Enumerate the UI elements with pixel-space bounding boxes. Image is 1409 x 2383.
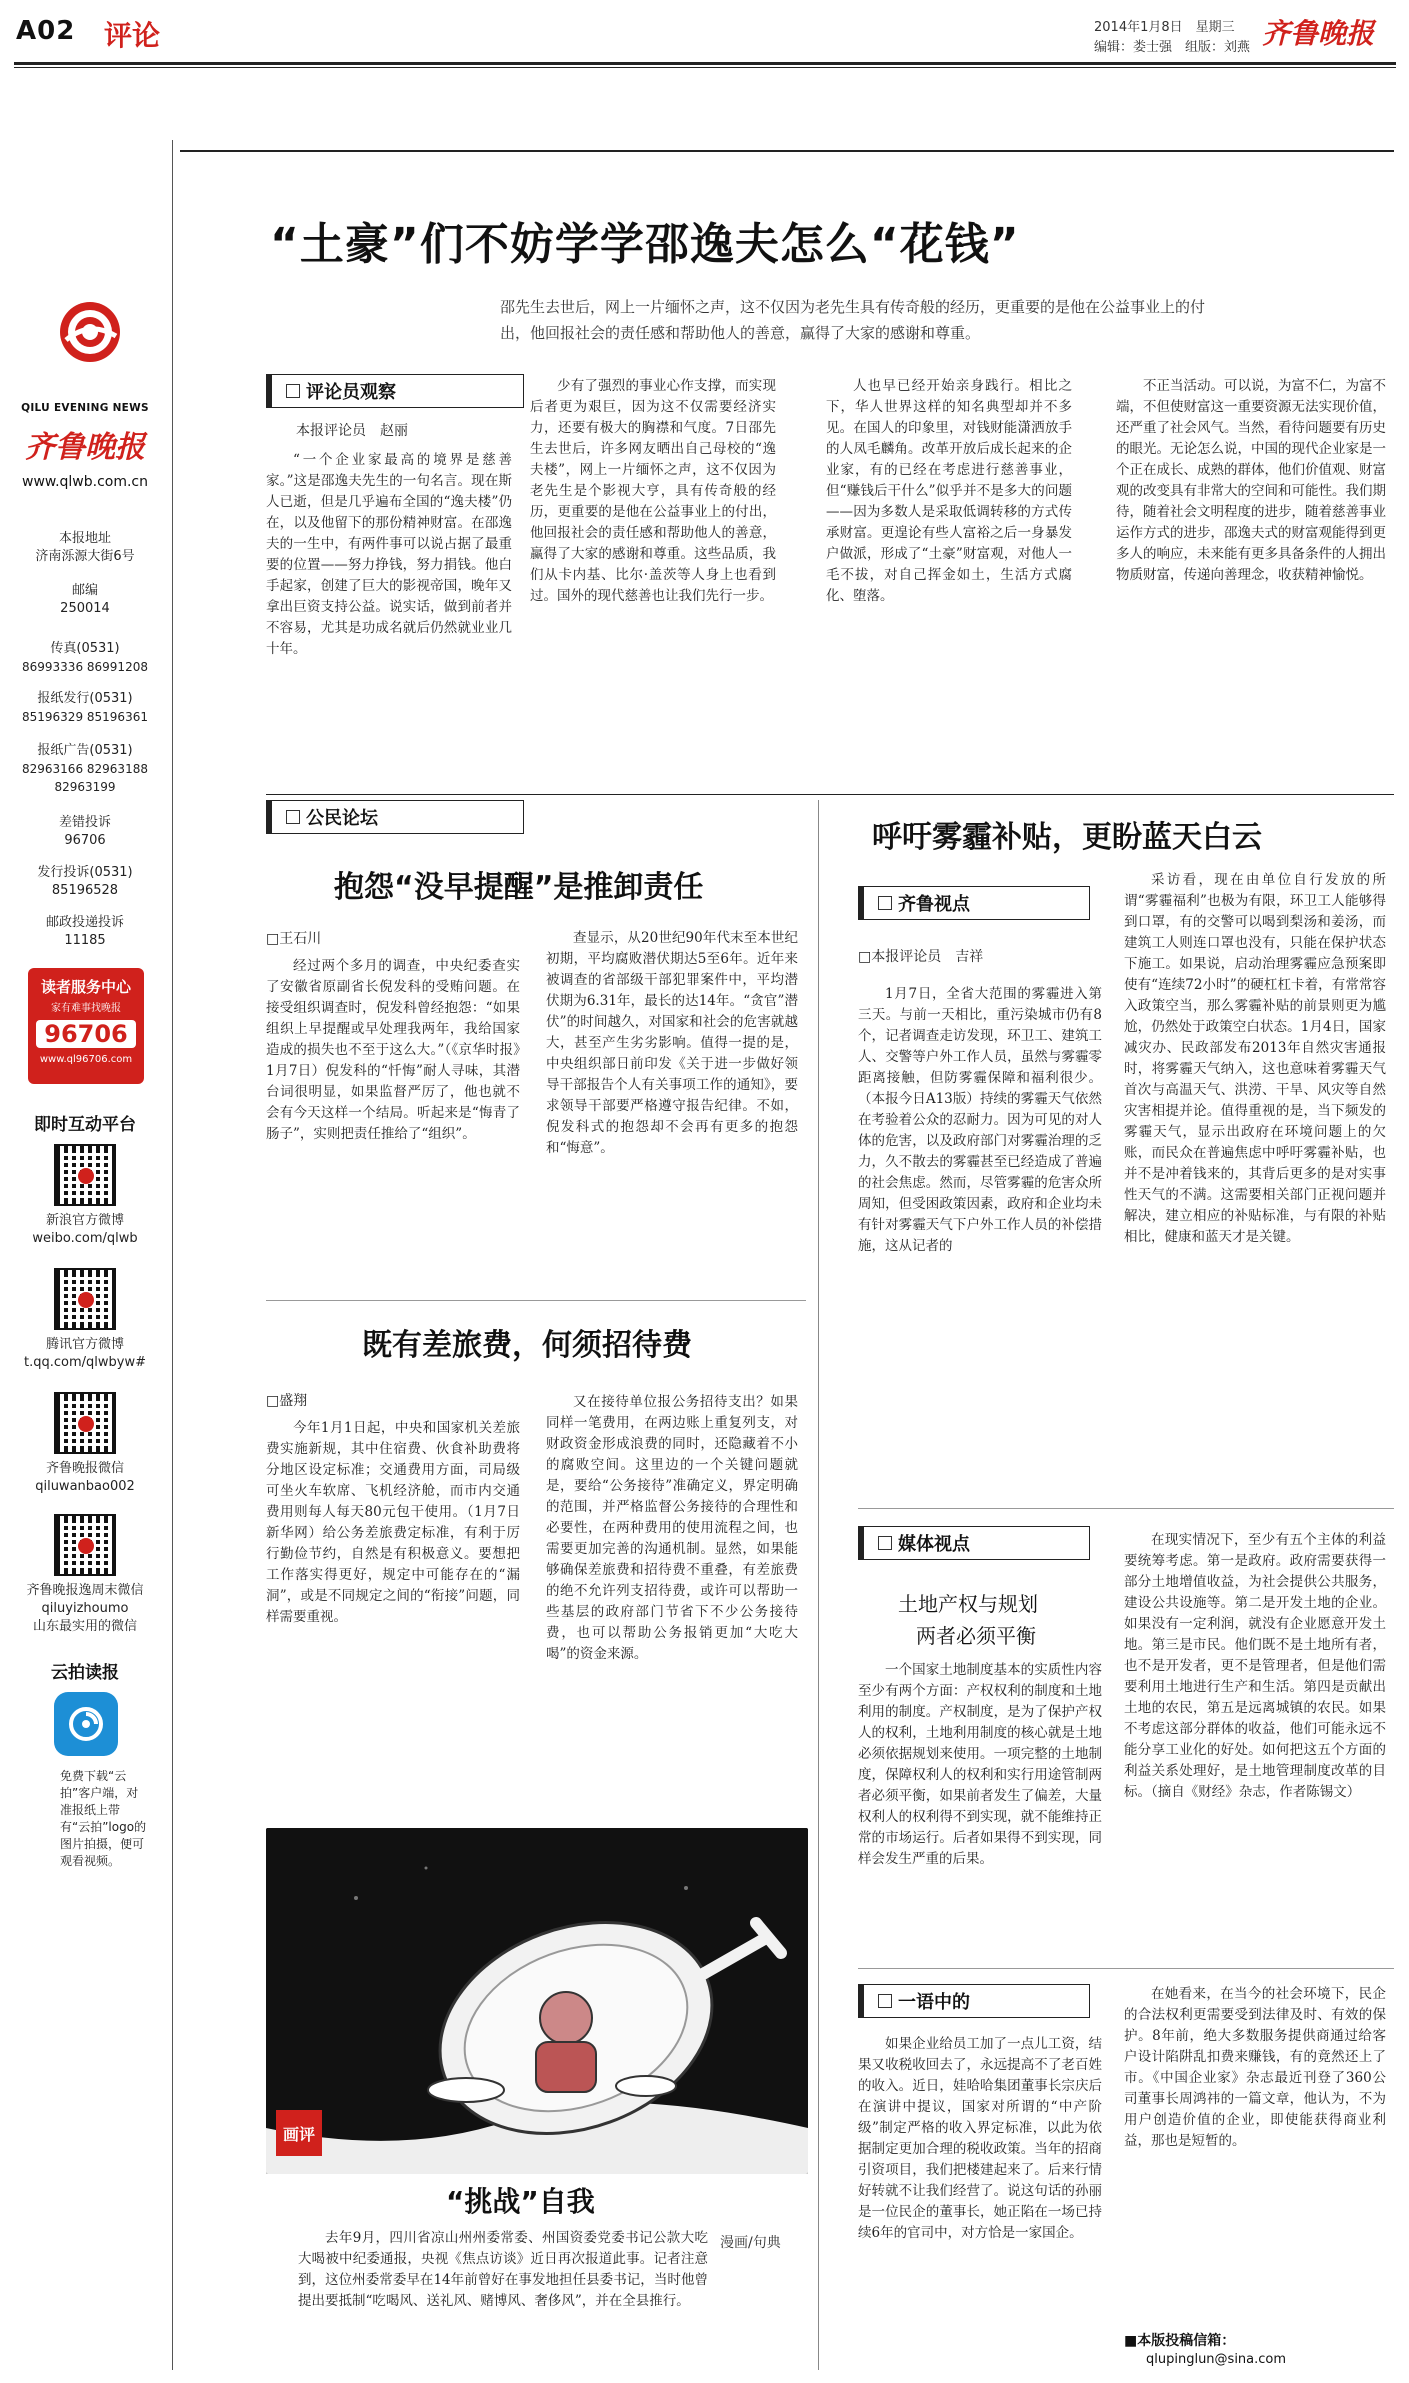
paper-name-cn: 齐鲁晚报 — [25, 430, 145, 465]
qr-weekend-slogan: 山东最实用的微信 — [32, 1619, 137, 1634]
header-rule-thin — [14, 67, 1396, 68]
tag-square-icon — [878, 896, 892, 910]
sidebar-divider — [172, 140, 173, 2370]
qr-wechat[interactable] — [54, 1392, 116, 1454]
service-center-title: 读者服务中心 — [40, 978, 131, 996]
interactive-title: 即时互动平台 — [34, 1115, 136, 1135]
forum-a2-title: 既有差旅费，何须招待费 — [362, 1328, 692, 1363]
lead-top-rule — [180, 150, 1394, 152]
ads-value: 82963166 82963188 82963199 — [22, 762, 148, 794]
paper-name-en: QILU EVENING NEWS — [21, 402, 149, 414]
forum-a1-title: 抱怨“没早提醒”是推卸责任 — [334, 870, 704, 905]
distribution-label: 报纸发行(0531) — [37, 691, 133, 706]
haze-title: 呼吁雾霾补贴，更盼蓝天白云 — [872, 820, 1262, 855]
qr-weekend-id: qiluyizhoumo — [41, 1601, 129, 1616]
cloud-title: 云拍读报 — [51, 1663, 119, 1683]
qr-tencent-url: t.qq.com/qlwbyw# — [24, 1355, 146, 1370]
service-center-sub: 家有难事找晚报 — [51, 1003, 121, 1014]
tag-square-icon — [286, 810, 300, 824]
cartoon-title: “挑战”自我 — [446, 2185, 595, 2218]
section-name: 评论 — [104, 19, 161, 52]
post-label: 邮政投递投诉 — [45, 915, 124, 930]
column-divider-middle — [818, 800, 819, 2370]
tag-square-icon — [878, 1994, 892, 2008]
lead-bottom-rule — [266, 794, 1394, 795]
qr-tencent[interactable] — [54, 1268, 116, 1330]
fax-value: 86993336 86991208 — [22, 660, 148, 674]
qr-weekend-label: 齐鲁晚报逸周末微信 — [26, 1583, 144, 1598]
postcode-value: 250014 — [60, 601, 110, 616]
forum-a1-byline: □王石川 — [266, 931, 322, 947]
forum-divider — [266, 1300, 806, 1301]
lead-tag — [266, 374, 524, 408]
media-col-1: 一个国家土地制度基本的实质性内容至少有两个方面：产权权利的制度和土地利用的制度。产权制度，是为了保护产权人的权利，土地利用制度的核心就是土地必须依据规划来使用。一项完整的土地制度，保障权利人的权利和实行用途管制两者必须平衡，如果前者发生了偏差，大量权利人的权利得不到实现，就不能维持正常的市场运行。后者如果得不到实现，同样会发生严重的后果。 — [858, 1662, 1102, 1867]
complaint-label: 差错投诉 — [58, 815, 111, 830]
contact-label: ■本版投稿信箱： — [1124, 2333, 1236, 2349]
cartoon-panel — [266, 1828, 808, 2174]
haze-tag — [858, 886, 1090, 920]
oneliner-tag — [858, 1984, 1090, 2018]
forum-tag-label: 公民论坛 — [306, 808, 378, 829]
media-title-1: 土地产权与规划 — [898, 1592, 1038, 1616]
lead-byline: 本报评论员 赵丽 — [296, 423, 408, 439]
editors-line: 编辑：娄士强 组版：刘燕 — [1094, 40, 1251, 55]
haze-tag-label: 齐鲁视点 — [898, 894, 970, 915]
media-bottom-rule — [858, 1968, 1394, 1969]
issue-label: 发行投诉(0531) — [37, 865, 133, 880]
ads-label: 报纸广告(0531) — [37, 743, 133, 758]
tag-square-icon — [878, 1536, 892, 1550]
qr-tencent-label: 腾讯官方微博 — [45, 1337, 124, 1352]
cloud-camera-icon — [66, 1704, 106, 1744]
cloud-text: 免费下载“云拍”客户端，对准报纸上带有“云拍”logo的图片拍摄，便可观看视频。 — [60, 1769, 147, 1868]
media-tag-label: 媒体视点 — [898, 1534, 970, 1555]
lead-col-3: 人也早已经开始亲身践行。相比之下，华人世界这样的知名典型却并不多见。在国人的印象里，对钱财能潇洒放手的人凤毛麟角。改革开放后成长起来的企业家，有的已经在考虑进行慈善事业，但“赚钱后干什么”似乎并不是多大的问题——因为多数人是采取低调转移的方式传承财富。更遑论有些人富裕之后一身暴发户做派，形成了“土豪”财富观，对他人一毛不拔，对自己挥金如土，生活方式腐化、堕落。 — [826, 378, 1072, 604]
oneliner-col-2: 在她看来，在当今的社会环境下，民企的合法权利更需要受到法律及时、有效的保护。8年前，绝大多数服务提供商通过给客户设计陷阱乱扣费来赚钱，有的竟然还上了市。《中国企业家》杂志最近刊登了360公司董事长周鸿祎的一篇文章，他认为，不为用户创造价值的企业，即使能获得商业利益，那也是短暂的。 — [1124, 1986, 1386, 2149]
contact-email[interactable]: qlupinglun@sina.com — [1146, 2352, 1287, 2367]
lead-col-4: 不正当活动。可以说，为富不仁，为富不端，不但使财富这一重要资源无法实现价值，还严重了社会风气。当然，看待问题要有历史的眼光。无论怎么说，中国的现代企业家是一个正在成长、成熟的群体，他们价值观、财富观的改变具有非常大的空间和可能性。我们期待，随着社会文明程度的进步，随着慈善事业运作方式的进步，邵逸夫式的财富观能得到更多人的响应，未来能有更多具备条件的人拥出物质财富，传递向善理念，收获精神愉悦。 — [1116, 378, 1386, 583]
distribution-value: 85196329 85196361 — [22, 710, 148, 724]
lead-col-2: 少有了强烈的事业心作支撑，而实现后者更为艰巨，因为这不仅需要经济实力，还要有极大的胸襟和气度。7日邵先生去世后，许多网友晒出自己母校的“逸夫楼”，网上一片缅怀之声，这不仅因为老先生是个影视大亨，具有传奇般的经历，更重要的是他在公益事业上的付出，他回报社会的责任感和帮助他人的善意，赢得了大家的感谢和尊重。这些品质，我们从卡内基、比尔·盖茨等人身上也看到过。国外的现代慈善也让我们先行一步。 — [530, 378, 776, 604]
paper-logo — [58, 300, 122, 364]
media-col-2: 在现实情况下，至少有五个主体的利益要统筹考虑。第一是政府。政府需要获得一部分土地增值收益，为社会提供公共服务，建设公共设施等。第二是开发土地的企业。如果没有一定利润，就没有企业愿意开发土地。第三是市民。他们既不是土地所有者，也不是开发者，更不是管理者，但是他们需要利用土地进行生产和生活。第四是贡献出土地的农民，第五是远离城镇的农民。如果不考虑这部分群体的收益，他们可能永远不能分享工业化的好处。如何把这五个方面的利益关系处理好，是土地管理制度改革的目标。（摘自《财经》杂志，作者陈锡文） — [1124, 1532, 1386, 1800]
haze-col-2: 采访看，现在由单位自行发放的所谓“雾霾福利”也极为有限，环卫工人能够得到口罩，有的交警可以喝到梨汤和姜汤，而建筑工人则连口罩也没有，只能在保护状态下施工。如果说，启动治理雾霾应急预案即使有“连续72小时”的硬杠杠卡着，有常常容入政策空当，那么雾霾补贴的前景则更为尴尬，仍然处于政策空白状态。1月4日，国家减灾办、民政部发布2013年自然灾害通报时，将雾霾天气纳入，这也意味着雾霾天气首次与高温天气、洪涝、干旱、风灾等自然灾害相提并论。值得重视的是，当下频发的雾霾天气，显示出政府在环境问题上的欠账，而民众在普遍焦虑中呼吁雾霾补贴，也并不是冲着钱来的，其背后更多的是对实事性天气的不满。这需要相关部门正视问题并解决，建立相应的补贴标准，与有限的补贴相比，健康和蓝天才是关键。 — [1124, 872, 1386, 1245]
website-link[interactable]: www.qlwb.com.cn — [22, 474, 148, 490]
oneliner-tag-label: 一语中的 — [898, 1992, 970, 2013]
media-title-2: 两者必须平衡 — [916, 1624, 1036, 1648]
forum-a2-byline: □盛翔 — [266, 1393, 308, 1409]
forum-a2-col-2: 又在接待单位报公务招待支出？如果同样一笔费用，在两边账上重复列支，对财政资金形成浪费的同时，还隐藏着不小的腐败空间。这里边的一个关键问题就是，要给“公务接待”准确定义，界定明确的范围，并严格监督公务接待的合理性和必要性，在两种费用的使用流程之间，也需要更加完善的沟通机制。显然，如果能够确保差旅费和招待费不重叠，有差旅费的绝不允许列支招待费，或许可以帮助一些基层的政府部门节省下不少公务接待费，也可以帮助公务报销更加“大吃大喝”的资金来源。 — [546, 1394, 798, 1662]
complaint-value: 96706 — [64, 833, 106, 848]
service-center-site: www.ql96706.com — [39, 1054, 133, 1065]
forum-a2-col-1: 今年1月1日起，中央和国家机关差旅费实施新规，其中住宿费、伙食补助费将分地区设定标准；交通费用方面，司局级可坐火车软席、飞机经济舱，而市内交通费用则每人每天80元包干使用。（1月7日新华网）给公务差旅费定标准，有利于厉行勤俭节约，自然是有积极意义。要想把工作落实得更好，规定中可能存在的“漏洞”，或是不同规定之间的“衔接”问题，同样需要重视。 — [266, 1420, 520, 1625]
logo-swirl-icon — [58, 300, 122, 364]
cartoon-credit: 漫画/句典 — [720, 2235, 781, 2251]
lead-tag-label: 评论员观察 — [306, 382, 396, 403]
fax-label: 传真(0531) — [50, 641, 120, 656]
service-center-number: 96706 — [36, 1020, 136, 1048]
media-tag — [858, 1526, 1090, 1560]
date-line: 2014年1月8日 星期三 — [1094, 20, 1235, 35]
qr-wechat-label: 齐鲁晚报微信 — [45, 1461, 124, 1476]
wine-glass-illustration — [266, 1828, 808, 2174]
header-rule — [14, 62, 1396, 65]
qr-weekend[interactable] — [54, 1514, 116, 1576]
forum-a1-col-1: 经过两个多月的调查，中央纪委查实了安徽省原副省长倪发科的受贿问题。在接受组织调查时，倪发科曾经抱怨：“如果组织上早提醒或早处理我两年，我给国家造成的损失也不至于这么大。”（《京华时报》1月7日）倪发科的“忏悔”耐人寻味，其潜台词很明显，如果监督严厉了，他也就不会有今天这样一个结局。听起来是“悔青了肠子”，实则把责任推给了“组织”。 — [266, 958, 520, 1142]
lead-col-1: “一个企业家最高的境界是慈善家。”这是邵逸夫先生的一句名言。现在斯人已逝，但是几乎遍布全国的“逸夫楼”仍在，以及他留下的那份精神财富。在邵逸夫的一生中，有两件事可以说占据了最重要的位置——努力挣钱，努力捐钱。他白手起家，创建了巨大的影视帝国，晚年又拿出巨资支持公益。说实话，做到前者并不容易，尤其是功成名就后仍然就业业几十年。 — [266, 452, 512, 657]
post-value: 11185 — [64, 933, 106, 948]
lead-title: “土豪”们不妨学学邵逸夫怎么“花钱” — [270, 219, 1020, 270]
cartoon-text: 去年9月，四川省凉山州州委常委、州国资委党委书记公款大吃大喝被中纪委通报，央视《焦点访谈》近日再次报道此事。记者注意到，这位州委常委早在14年前曾好在事发地担任县委书记，当时他曾提出要抵制“吃喝风、送礼风、赌博风、奢侈风”，并在全县推行。 — [298, 2230, 708, 2309]
qr-weibo-label: 新浪官方微博 — [45, 1213, 124, 1228]
lead-summary: 邵先生去世后，网上一片缅怀之声，这不仅因为老先生具有传奇般的经历，更重要的是他在公益事业上的付出，他回报社会的责任感和帮助他人的善意，赢得了大家的感谢和尊重。 — [500, 298, 1206, 342]
tag-square-icon — [286, 384, 300, 398]
address-label: 本报地址 — [58, 531, 111, 546]
haze-bottom-rule — [858, 1508, 1394, 1509]
forum-a1-col-2: 查显示，从20世纪90年代末至本世纪初期，平均腐败潜伏期达5至6年。近年来被调查的省部级干部犯罪案件中，平均潜伏期为6.31年，最长的达14年。“贪官”潜伏”的时间越久，对国家和社会的危害就越大，甚至产生劣劣影响。值得一提的是，中央组织部日前印发《关于进一步做好领导干部报告个人有关事项工作的通知》，要求领导干部要严格遵守报告纪律。不如，倪发科式的抱怨却不会再有更多的抱怨和“悔意”。 — [546, 930, 798, 1156]
postcode-label: 邮编 — [71, 583, 98, 598]
qr-weibo[interactable] — [54, 1144, 116, 1206]
sidebar — [14, 150, 156, 2370]
haze-col-1: 1月7日，全省大范围的雾霾进入第三天。与前一天相比，重污染城市仍有8个，记者调查走访发现，环卫工、建筑工人、交警等户外工作人员，虽然与雾霾零距离接触，但防雾霾保障和福利很少。（本报今日A13版）持续的雾霾天气依然在考验着公众的忍耐力。因为可见的对人体的危害，以及政府部门对雾霾治理的乏力，久不散去的雾霾甚至已经造成了普遍的社会焦虑。然而，尽管雾霾的危害众所周知，但受困政策因素，政府和企业均未有针对雾霾天气下户外工作人员的补偿措施，这从记者的 — [858, 986, 1102, 1254]
qr-weibo-url: weibo.com/qlwb — [32, 1231, 138, 1246]
forum-tag — [266, 800, 524, 834]
qr-wechat-id: qiluwanbao002 — [35, 1479, 135, 1494]
issue-value: 85196528 — [51, 883, 119, 898]
address-value: 济南泺源大街6号 — [35, 549, 135, 564]
header-brand: 齐鲁晚报 — [1262, 17, 1375, 50]
oneliner-col-1: 如果企业给员工加了一点儿工资，结果又收税收回去了，永远提高不了老百姓的收入。近日，娃哈哈集团董事长宗庆后在演讲中提议，国家对所谓的“中产阶级”制定严格的收入界定标准，以此为依据制定更加合理的税收政策。当年的招商引资项目，我们把楼建起来了。后来行情好转就不让我们经营了。说这句话的孙丽是一位民企的董事长，她正陷在一场已持续6年的官司中，对方恰是一家国企。 — [858, 2036, 1102, 2241]
haze-byline: □本报评论员 吉祥 — [858, 949, 984, 965]
page-code: A02 — [16, 16, 76, 46]
service-center-box[interactable] — [28, 968, 144, 1084]
cartoon-stamp: 画评 — [276, 2110, 322, 2156]
cloud-app-icon[interactable] — [54, 1692, 118, 1756]
